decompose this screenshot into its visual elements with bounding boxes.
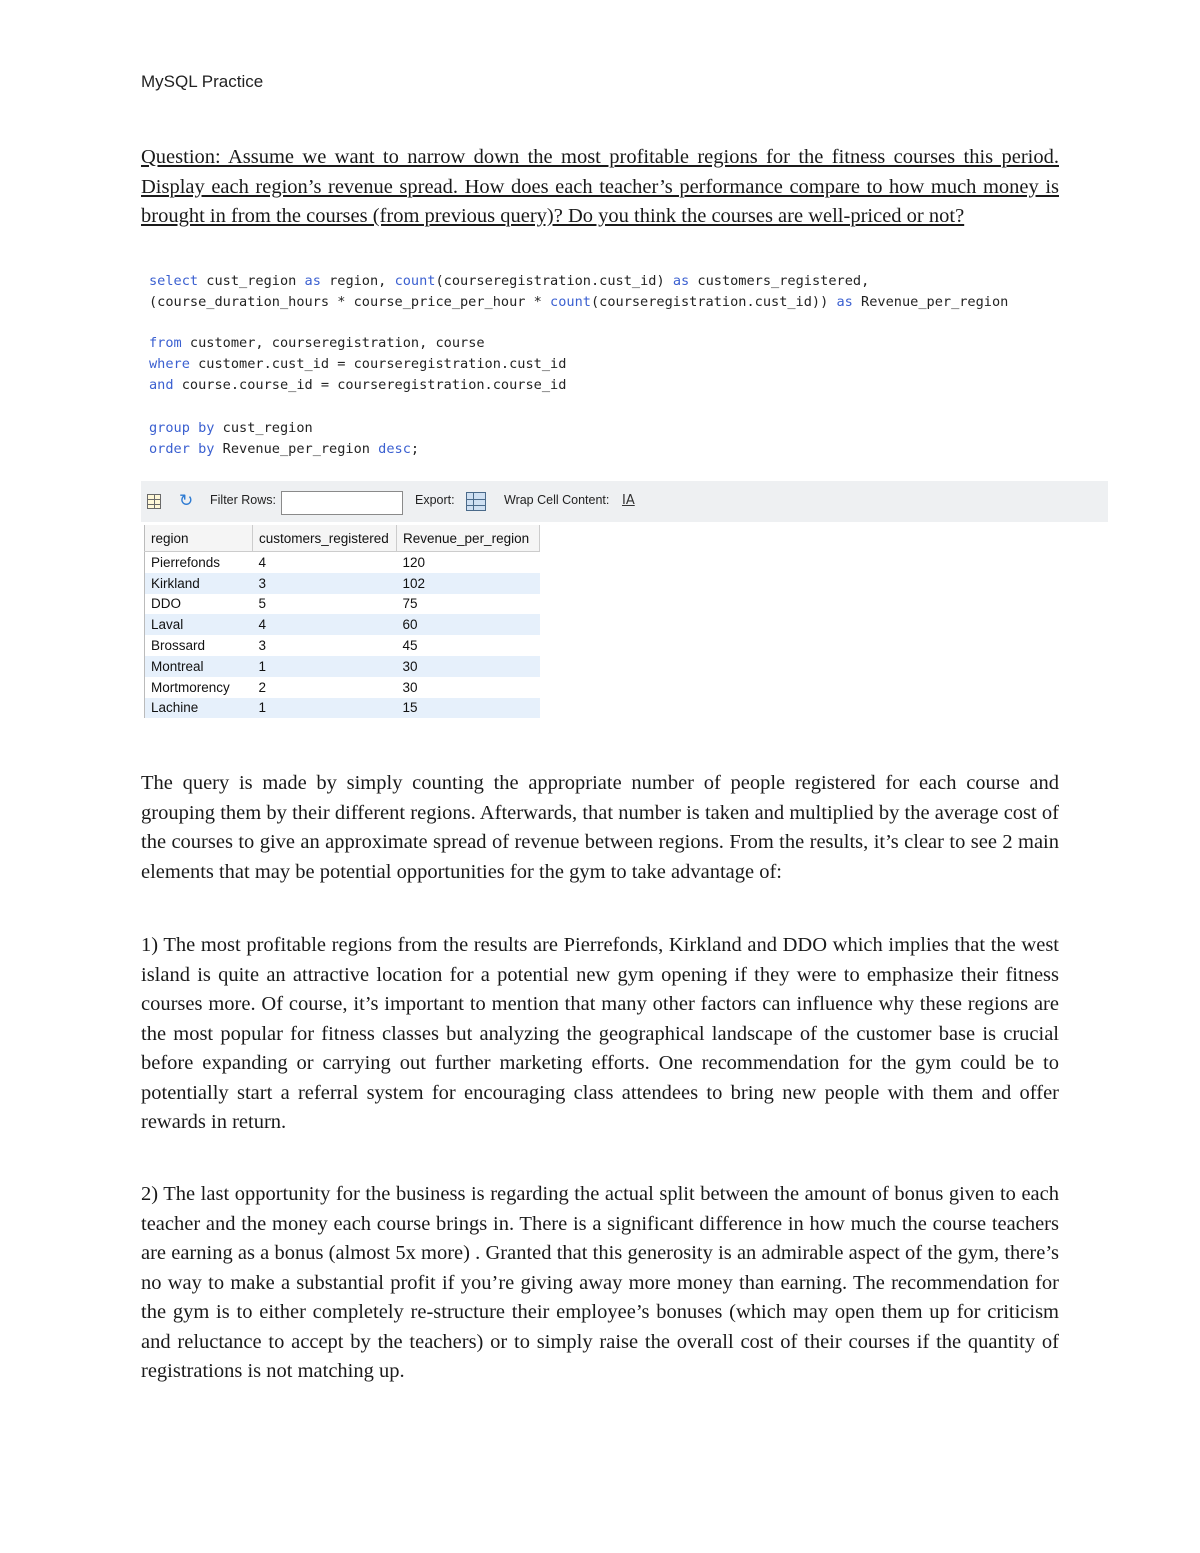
- column-header-revenue-per-region[interactable]: Revenue_per_region: [397, 525, 540, 552]
- table-row[interactable]: [145, 698, 540, 719]
- export-icon[interactable]: [466, 492, 486, 511]
- cell-revenue: 75: [402, 596, 418, 612]
- result-grid: [144, 525, 540, 718]
- sql-keyword: count: [394, 273, 436, 289]
- sql-keyword: order by: [149, 441, 215, 457]
- table-row[interactable]: [145, 656, 540, 677]
- sql-text: region,: [320, 273, 395, 289]
- table-row[interactable]: [145, 677, 540, 698]
- sql-text: ;: [410, 441, 420, 457]
- cell-revenue: 102: [397, 573, 540, 594]
- cell-region: Laval: [145, 614, 253, 635]
- cell-revenue: 15: [397, 698, 540, 719]
- sql-text: Revenue_per_region: [214, 441, 379, 457]
- cell-region: Lachine: [145, 698, 253, 719]
- table-row[interactable]: [145, 594, 540, 615]
- filter-rows-label: Filter Rows:: [210, 493, 276, 507]
- wrap-cell-icon[interactable]: IA: [622, 493, 635, 508]
- paragraph-intro: The query is made by simply counting the appropriate number of people registered for each course and grouping them by their different regions. Afterwards, that number is taken and multiplied by the average cost of the courses to give an approximate spread of revenue between regions. From the results, it’s clear to see 2 main elements that may be potential opportunities for the gym to take advantage of:: [141, 772, 1059, 883]
- filter-rows-input[interactable]: [281, 491, 403, 515]
- cell-customers: 1: [253, 656, 397, 677]
- table-row[interactable]: [145, 573, 540, 594]
- sql-keyword: select: [149, 273, 199, 289]
- sql-text: (course_duration_hours * course_price_per_hour *: [149, 294, 551, 310]
- cell-customers: 1: [253, 698, 397, 719]
- sql-line-7: [149, 441, 419, 457]
- cell-region: Kirkland: [145, 573, 253, 594]
- sql-keyword: count: [550, 294, 591, 310]
- header-row: [145, 525, 540, 552]
- sql-text: (courseregistration.cust_id)): [590, 294, 837, 310]
- cell-customers: 5: [258, 596, 267, 612]
- cell-revenue: 45: [402, 638, 418, 654]
- sql-keyword: group by: [149, 420, 215, 436]
- sql-text: course.course_id = courseregistration.course_id: [173, 377, 567, 393]
- column-header-customers-registered[interactable]: customers_registered: [253, 525, 397, 552]
- sql-text: cust_region: [198, 273, 305, 289]
- cell-customers: 4: [258, 554, 267, 570]
- cell-region: Montreal: [145, 656, 253, 677]
- cell-revenue: 60: [397, 614, 540, 635]
- sql-text: (courseregistration.cust_id): [435, 273, 673, 289]
- sql-line-5: [149, 377, 566, 393]
- sql-text: customer.cust_id = courseregistration.cust_id: [189, 356, 567, 372]
- cell-region: Brossard: [151, 638, 206, 654]
- sql-text: customers_registered,: [689, 273, 870, 289]
- cell-revenue: 30: [397, 656, 540, 677]
- sql-text: cust_region: [214, 420, 313, 436]
- sql-keyword: from: [149, 335, 182, 351]
- cell-region: Pierrefonds: [151, 554, 221, 570]
- cell-customers: 3: [253, 573, 397, 594]
- sql-text: customer, courseregistration, course: [181, 335, 485, 351]
- sql-line-2: [149, 294, 1008, 310]
- sql-keyword: where: [149, 356, 190, 372]
- paragraph-point-2: 2) The last opportunity for the business is regarding the actual split between the amount of bonus given to each teacher and the money each course brings in. There is a significant difference in how much the course teachers are earning as a bonus (almost 5x more) . Granted that this generosity is an admirable aspect of the gym, there’s no way to make a substantial profit if you’re giving away more money than earning. The recommendation for the gym is to either completely re-structure their employee’s bonuses (which may open them up for criticism and reluctance to accept by the teachers) or to simply raise the overall cost of their courses if the quantity of registrations is not matching up.: [141, 1183, 1059, 1382]
- sql-keyword: as: [836, 294, 853, 310]
- sql-line-4: [149, 356, 566, 372]
- sql-keyword: as: [672, 273, 690, 289]
- sql-text: Revenue_per_region: [852, 294, 1009, 310]
- wrap-cell-label: Wrap Cell Content:: [504, 493, 610, 507]
- sql-keyword: desc: [378, 441, 411, 457]
- sql-editor[interactable]: [141, 269, 1108, 481]
- sql-line-1: [149, 273, 869, 289]
- table-row[interactable]: [145, 614, 540, 635]
- cell-customers: 3: [258, 638, 267, 654]
- sql-keyword: and: [149, 377, 174, 393]
- result-grid-icon[interactable]: [147, 494, 161, 509]
- question-text: Question: Assume we want to narrow down the most profitable regions for the fitness courses this period. Display each region’s revenue spread. How does each teacher’s performance compare to how much money is brought in from the courses (from previous query)? Do you think the courses are well-priced or not?: [141, 146, 1059, 227]
- cell-customers: 4: [253, 614, 397, 635]
- cell-revenue: 120: [402, 554, 426, 570]
- paragraph-point-1: 1) The most profitable regions from the results are Pierrefonds, Kirkland and DDO which implies that the west island is quite an attractive location for a potential new gym opening if they were to emphasize their fitness courses more. Of course, it’s important to mention that many other factors can influence why these regions are the most popular for fitness classes but analyzing the geographical landscape of the customer base is crucial before expanding or carrying out further marketing efforts. One recommendation for the gym could be to potentially start a referral system for encouraging class attendees to bring new people with them and offer rewards in return.: [141, 934, 1059, 1133]
- table-row[interactable]: [145, 552, 540, 573]
- cell-revenue: 30: [402, 679, 418, 695]
- refresh-icon[interactable]: ↻: [179, 491, 194, 511]
- cell-region: DDO: [151, 596, 181, 612]
- table-row[interactable]: [145, 635, 540, 656]
- export-label: Export:: [415, 493, 455, 507]
- column-header-region[interactable]: region: [145, 525, 253, 552]
- sql-line-6: [149, 420, 313, 436]
- result-toolbar: [141, 481, 1108, 522]
- sql-line-3: [149, 335, 485, 351]
- cell-customers: 2: [258, 679, 267, 695]
- sql-keyword: as: [304, 273, 321, 289]
- cell-region: Mortmorency: [151, 679, 230, 695]
- document-header: MySQL Practice: [141, 72, 264, 91]
